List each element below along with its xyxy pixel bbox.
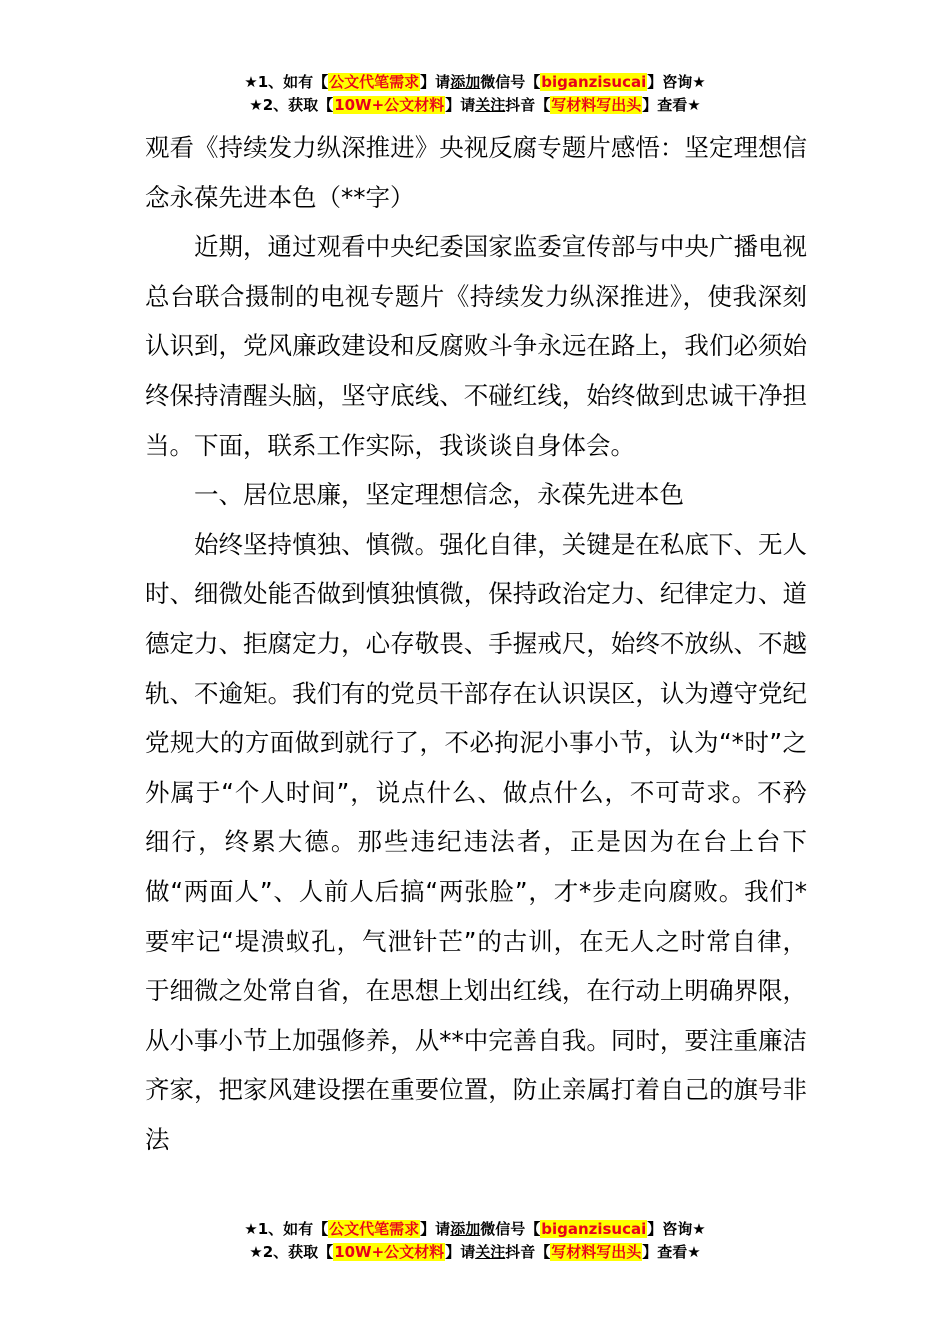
banner-underline: 关注	[475, 1243, 506, 1261]
header-banner	[0, 71, 950, 117]
paragraph-intro: 近期，通过观看中央纪委国家监委宣传部与中央广播电视总台联合摄制的电视专题片《持续发力纵深推进》，使我深刻认识到，党风廉政建设和反腐败斗争永远在路上，我们必须始终保持清醒头脑，坚守底线、不碰红线，始终做到忠诚干净担当。下面，联系工作实际，我谈谈自身体会。	[145, 232, 807, 460]
banner-highlight: 写材料写出头	[551, 96, 642, 114]
banner-text: 】请	[420, 1220, 451, 1238]
banner-text: ★2、获取【	[249, 1243, 334, 1261]
banner-underline: 添加	[450, 73, 481, 91]
banner-text: 】请	[445, 1243, 476, 1261]
section-heading: 一、居位思廉，坚定理想信念，永葆先进本色	[194, 480, 684, 510]
banner-line-1	[0, 1218, 950, 1241]
banner-text: 】咨询★	[647, 73, 706, 91]
paragraph-body: 始终坚持慎独、慎微。强化自律，关键是在私底下、无人时、细微处能否做到慎独慎微，保持政治定力、纪律定力、道德定力、拒腐定力，心存敬畏、手握戒尺，始终不放纵、不越轨、不逾矩。我们有的党员干部存在认识误区，认为遵守党纪党规大的方面做到就行了，不必拘泥小事小节，认为“*时”之外属于“个人时间”，说点什么、做点什么，不可苛求。不矜细行，终累大德。那些违纪违法者，正是因为在台上台下做“两面人”、人前人后搞“两张脸”，才*步走向腐败。我们*要牢记“堤溃蚁孔，气泄针芒”的古训，在无人之时常自律，于细微之处常自省，在思想上划出红线，在行动上明确界限，从小事小节上加强修养，从**中完善自我。同时，要注重廉洁齐家，把家风建设摆在重要位置，防止亲属打着自己的旗号非法	[145, 529, 807, 1154]
document-body	[145, 123, 807, 1164]
banner-highlight: 公文代笔需求	[329, 73, 420, 91]
banner-highlight: 10W+公文材料	[334, 96, 445, 114]
banner-text: 抖音【	[505, 96, 551, 114]
banner-highlight: biganzisucai	[541, 73, 647, 91]
banner-text: ★1、如有【	[244, 73, 329, 91]
banner-highlight: biganzisucai	[541, 1220, 647, 1238]
banner-underline: 关注	[475, 96, 506, 114]
document-title: 观看《持续发力纵深推进》央视反腐专题片感悟：坚定理想信念永葆先进本色（**字）	[145, 133, 807, 212]
banner-text: 微信号【	[480, 73, 541, 91]
banner-text: 】请	[420, 73, 451, 91]
banner-line-1	[0, 71, 950, 94]
banner-text: 】请	[445, 96, 476, 114]
banner-text: 】查看★	[642, 96, 701, 114]
banner-text: ★2、获取【	[249, 96, 334, 114]
banner-underline: 添加	[450, 1220, 481, 1238]
banner-text: 】查看★	[642, 1243, 701, 1261]
banner-highlight: 10W+公文材料	[334, 1243, 445, 1261]
banner-text: ★1、如有【	[244, 1220, 329, 1238]
banner-highlight: 公文代笔需求	[329, 1220, 420, 1238]
banner-line-2	[0, 1241, 950, 1264]
banner-text: 微信号【	[480, 1220, 541, 1238]
footer-banner	[0, 1218, 950, 1264]
banner-text: 抖音【	[505, 1243, 551, 1261]
banner-line-2	[0, 94, 950, 117]
banner-text: 】咨询★	[647, 1220, 706, 1238]
banner-highlight: 写材料写出头	[551, 1243, 642, 1261]
